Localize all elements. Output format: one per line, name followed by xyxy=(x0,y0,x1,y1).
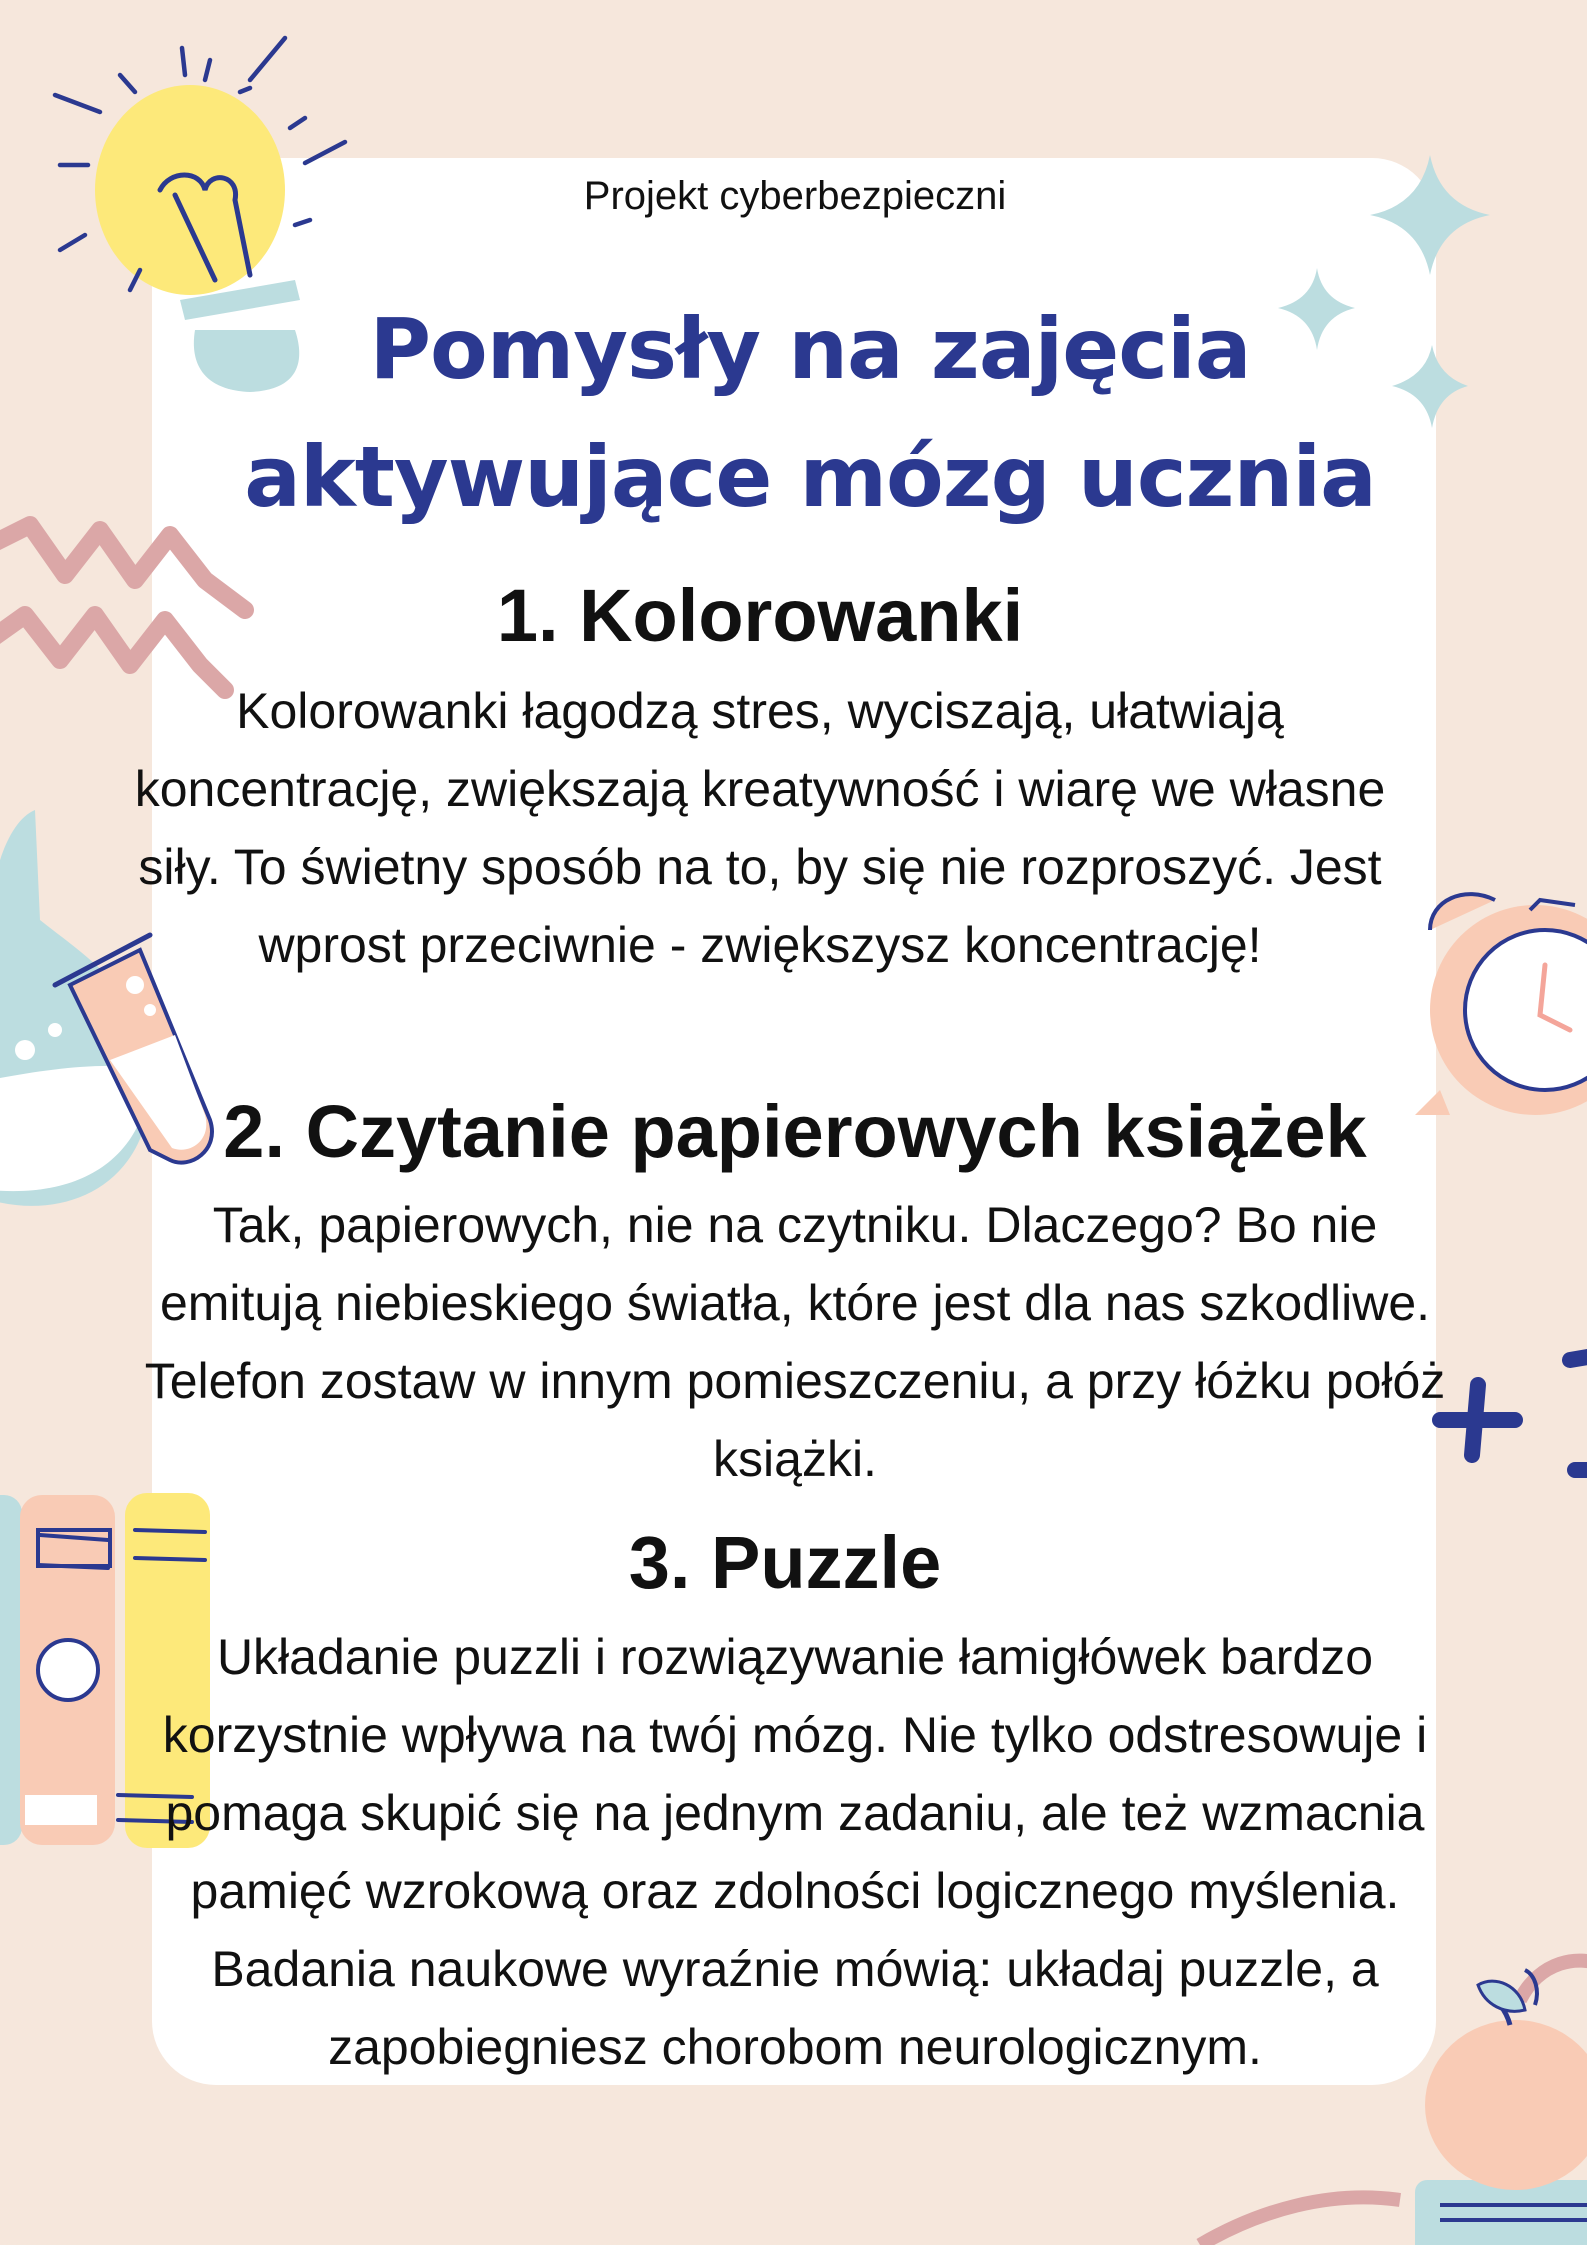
alarm-clock-icon xyxy=(1415,894,1587,1115)
page-title xyxy=(180,285,1440,541)
project-label: Projekt cyberbezpieczni xyxy=(583,174,1007,218)
section-heading-paper-books: 2. Czytanie papierowych książek xyxy=(223,1090,1367,1173)
zigzag-icon xyxy=(0,525,245,690)
section-body-coloring: Kolorowanki łagodzą stres, wyciszają, ułatwiają koncentrację, zwiększają kreatywność i wiarę we własne siły. To świetny sposób na to, by się nie rozproszyć. Jest wprost przeciwnie - zwiększysz koncentrację! xyxy=(134,683,1386,973)
title-line-2: aktywujące mózg ucznia xyxy=(244,428,1376,526)
section-heading-puzzle: 3. Puzzle xyxy=(628,1521,942,1604)
section-body-paper-books: Tak, papierowych, nie na czytniku. Dlaczego? Bo nie emitują niebieskiego światła, które jest dla nas szkodliwe. Telefon zostaw w innym pomieszczeniu, a przy łóżku połóż książki. xyxy=(144,1197,1446,1487)
plus-icon xyxy=(1440,1355,1587,1470)
title-line-1: Pomysły na zajęcia xyxy=(369,300,1251,398)
section-body-puzzle: Układanie puzzli i rozwiązywanie łamigłówek bardzo korzystnie wpływa na twój mózg. Nie tylko odstresowuje i pomaga skupić się na jednym zadaniu, ale też wzmacnia pamięć wzrokową oraz zdolności logicznego myślenia. Badania naukowe wyraźnie mówią: układaj puzzle, a zapobiegniesz chorobom neurologicznym. xyxy=(162,1629,1428,2075)
section-heading-coloring: 1. Kolorowanki xyxy=(496,574,1024,657)
